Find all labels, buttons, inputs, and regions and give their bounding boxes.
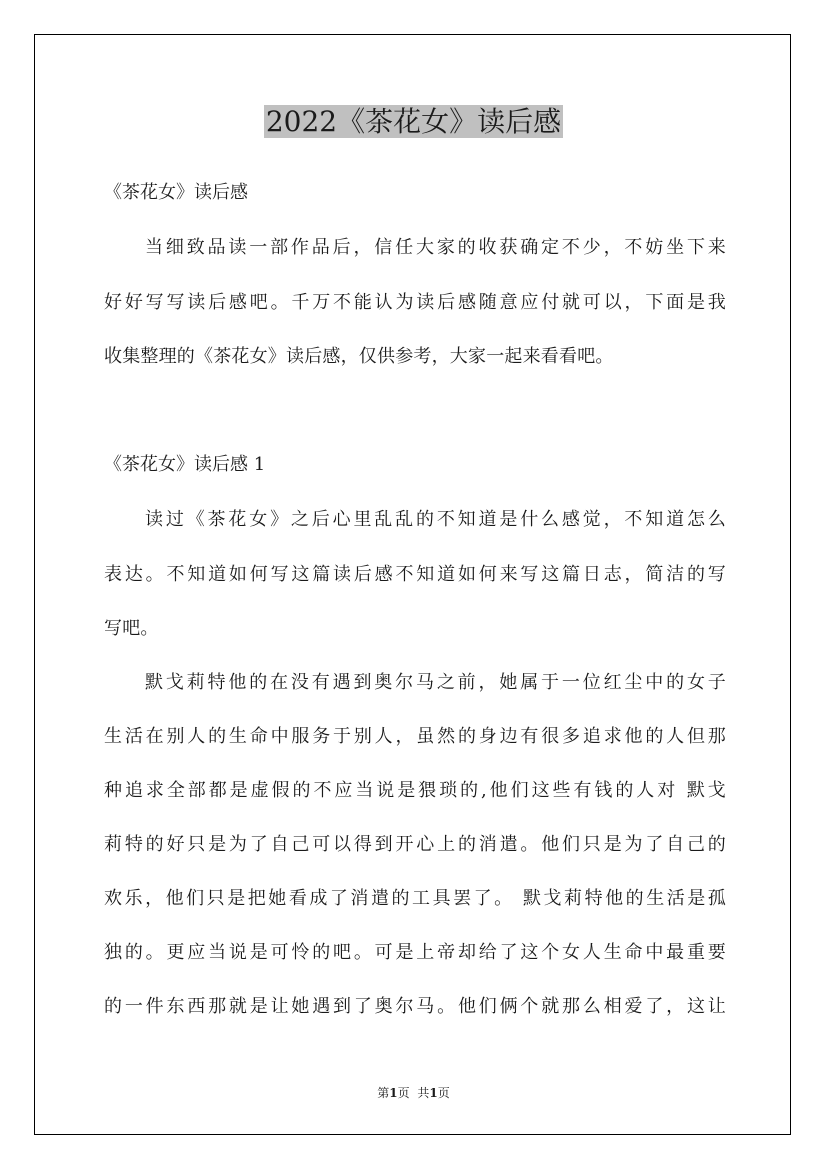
footer-page-suffix: 页 xyxy=(397,1086,410,1100)
footer-total-number: 1 xyxy=(429,1086,438,1100)
paragraph-line: 种追求全部都是虚假的不应当说是猥琐的,他们这些有钱的人对 默戈 xyxy=(104,780,726,801)
paragraph-line: 欢乐，他们只是把她看成了消遣的工具罢了。 默戈莉特他的生活是孤 xyxy=(104,888,726,909)
paragraph-line: 当细致品读一部作品后，信任大家的收获确定不少，不妨坐下来 xyxy=(145,237,726,258)
footer-page-prefix: 第 xyxy=(377,1086,390,1100)
paragraph-line: 生活在别人的生命中服务于别人，虽然的身边有很多追求他的人但那 xyxy=(104,726,726,747)
document-title: 2022《茶花女》读后感 xyxy=(265,105,562,138)
section-heading: 《茶花女》读后感 xyxy=(104,182,248,203)
paragraph-line: 表达。不知道如何写这篇读后感不知道如何来写这篇日志，简洁的写 xyxy=(104,564,726,585)
paragraph-line: 的一件东西那就是让她遇到了奥尔马。他们俩个就那么相爱了，这让 xyxy=(104,996,726,1017)
paragraph-line: 收集整理的《茶花女》读后感，仅供参考，大家一起来看看吧。 xyxy=(104,346,614,367)
paragraph-line: 默戈莉特他的在没有遇到奥尔马之前，她属于一位红尘中的女子 xyxy=(145,672,726,693)
paragraph-line: 读过《茶花女》之后心里乱乱的不知道是什么感觉，不知道怎么 xyxy=(145,509,726,530)
paragraph-line: 好好写写读后感吧。千万不能认为读后感随意应付就可以，下面是我 xyxy=(104,292,726,313)
footer-total-suffix: 页 xyxy=(437,1086,450,1100)
paragraph-line: 莉特的好只是为了自己可以得到开心上的消遣。他们只是为了自己的 xyxy=(104,834,726,855)
footer-total-prefix: 共 xyxy=(417,1086,430,1100)
paragraph-line: 写吧。 xyxy=(104,618,159,639)
paragraph-line: 独的。更应当说是可怜的吧。可是上帝却给了这个女人生命中最重要 xyxy=(104,942,726,963)
section-heading: 《茶花女》读后感 1 xyxy=(104,454,266,475)
footer-page-number: 1 xyxy=(389,1086,398,1100)
page-footer xyxy=(0,1085,827,1101)
